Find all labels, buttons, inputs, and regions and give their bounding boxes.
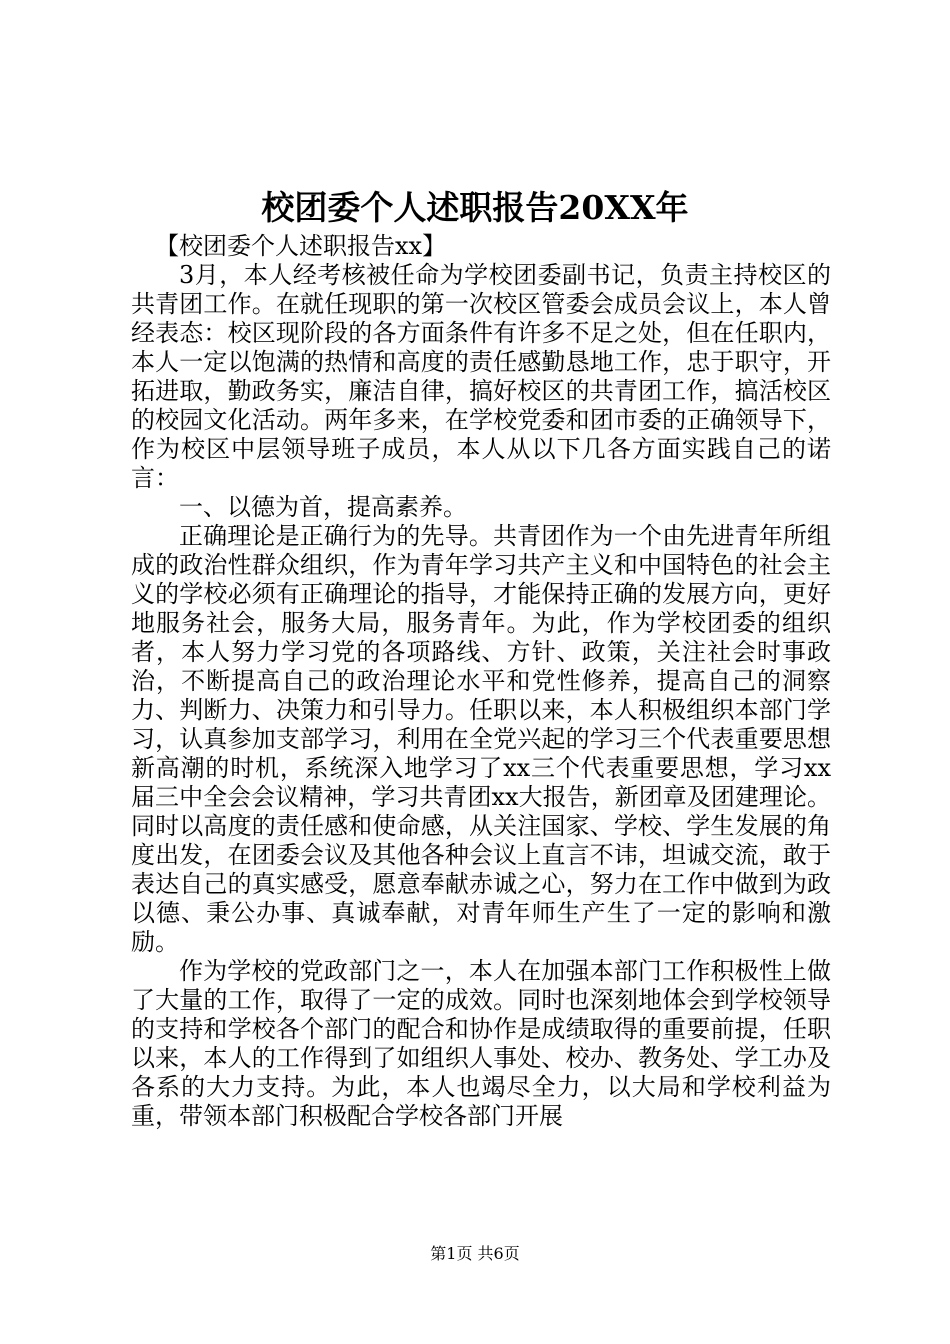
- document-subtitle: 【校团委个人述职报告xx】: [155, 232, 447, 260]
- document-body: [131, 232, 831, 1131]
- paragraph-intro: 3月，本人经考核被任命为学校团委副书记，负责主持校区的共青团工作。在就任现职的第一次校区管委会成员会议上，本人曾经表态：校区现阶段的各方面条件有许多不足之处，但在任职内，本人一定以饱满的热情和高度的责任感勤恳地工作，忠于职守，开拓进取，勤政务实，廉洁自律，搞好校区的共青团工作，搞活校区的校园文化活动。两年多来，在学校党委和团市委的正确领导下，作为校区中层领导班子成员，本人从以下几各方面实践自己的诺言：: [131, 261, 831, 492]
- document-title: 校团委个人述职报告20XX年: [261, 188, 689, 227]
- page-number-footer: 第1页 共6页: [430, 1244, 520, 1263]
- paragraph-theory: 正确理论是正确行为的先导。共青团作为一个由先进青年所组成的政治性群众组织，作为青年学习共产主义和中国特色的社会主义的学校必须有正确理论的指导，才能保持正确的发展方向，更好地服务社会，服务大局，服务青年。为此，作为学校团委的组织者，本人努力学习党的各项路线、方针、政策，关注社会时事政治，不断提高自己的政治理论水平和党性修养，提高自己的洞察力、判断力、决策力和引导力。任职以来，本人积极组织本部门学习，认真参加支部学习，利用在全党兴起的学习三个代表重要思想新高潮的时机，系统深入地学习了xx三个代表重要思想，学习xx届三中全会会议精神，学习共青团xx大报告，新团章及团建理论。同时以高度的责任感和使命感，从关注国家、学校、学生发展的角度出发，在团委会议及其他各种会议上直言不讳，坦诚交流，敢于表达自己的真实感受，愿意奉献赤诚之心，努力在工作中做到为政以德、秉公办事、真诚奉献，对青年师生产生了一定的影响和激励。: [131, 522, 831, 956]
- section-heading-1: 一、以德为首，提高素养。: [179, 493, 467, 521]
- paragraph-cooperation: 作为学校的党政部门之一，本人在加强本部门工作积极性上做了大量的工作，取得了一定的成效。同时也深刻地体会到学校领导的支持和学校各个部门的配合和协作是成绩取得的重要前提，任职以来，本人的工作得到了如组织人事处、校办、教务处、学工办及各系的大力支持。为此，本人也竭尽全力，以大局和学校利益为重，带领本部门积极配合学校各部门开展: [131, 957, 831, 1130]
